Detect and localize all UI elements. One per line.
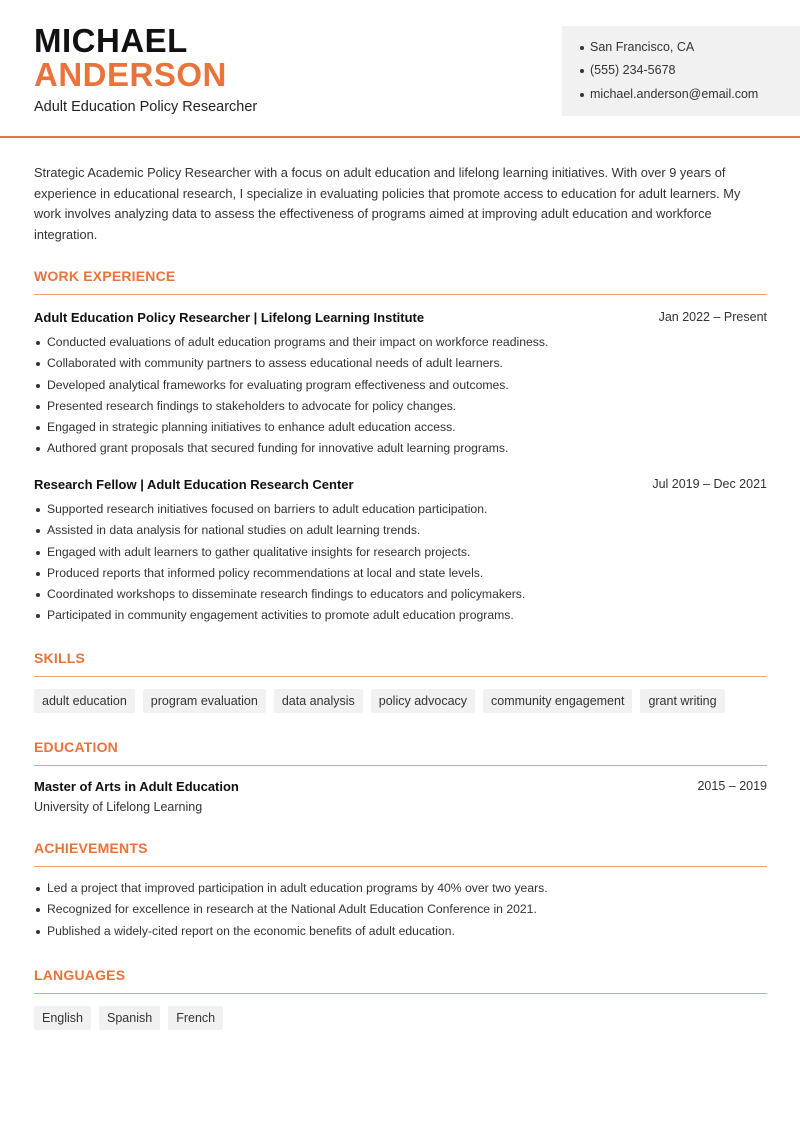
section-divider (34, 765, 767, 766)
bullet-icon (580, 69, 584, 73)
skill-tag: grant writing (640, 689, 724, 713)
list-item: Supported research initiatives focused on barriers to adult education participation. (34, 499, 525, 520)
job-title: Adult Education Policy Researcher (34, 99, 258, 115)
degree-name: Master of Arts in Adult Education (34, 779, 239, 794)
achievement-bullets (34, 878, 548, 942)
job-dates: Jul 2019 – Dec 2021 (652, 477, 767, 491)
list-item: Recognized for excellence in research at the National Adult Education Conference in 2021. (34, 899, 548, 920)
contact-phone (580, 63, 675, 77)
section-title-work: WORK EXPERIENCE (34, 268, 176, 284)
job-heading: Research Fellow | Adult Education Research Center (34, 477, 354, 492)
section-divider (34, 294, 767, 295)
list-item: Participated in community engagement activities to promote adult education programs. (34, 605, 525, 626)
institution-name: University of Lifelong Learning (34, 800, 203, 814)
contact-email (580, 87, 758, 101)
list-item: Engaged with adult learners to gather qualitative insights for research projects. (34, 542, 525, 563)
contact-box (562, 26, 800, 116)
last-name: ANDERSON (34, 56, 227, 93)
email-text: michael.anderson@email.com (590, 87, 759, 101)
language-tag: French (168, 1006, 223, 1030)
job-bullets (34, 332, 548, 460)
resume-header (0, 0, 800, 138)
education-dates: 2015 – 2019 (697, 779, 767, 793)
skill-tag: community engagement (483, 689, 632, 713)
section-title-skills: SKILLS (34, 650, 85, 666)
language-tag: Spanish (99, 1006, 160, 1030)
list-item: Conducted evaluations of adult education programs and their impact on workforce readiness. (34, 332, 548, 353)
list-item: Engaged in strategic planning initiatives to enhance adult education access. (34, 417, 548, 438)
job-bullets (34, 499, 525, 627)
list-item: Published a widely-cited report on the economic benefits of adult education. (34, 921, 548, 942)
language-tags (34, 1006, 223, 1030)
list-item: Collaborated with community partners to assess educational needs of adult learners. (34, 353, 548, 374)
section-divider (34, 676, 767, 677)
first-name: MICHAEL (34, 22, 188, 59)
section-title-education: EDUCATION (34, 739, 118, 755)
bullet-icon (580, 93, 584, 97)
language-tag: English (34, 1006, 91, 1030)
section-divider (34, 993, 767, 994)
job-dates: Jan 2022 – Present (658, 310, 767, 324)
list-item: Coordinated workshops to disseminate research findings to educators and policymakers. (34, 584, 525, 605)
section-divider (34, 866, 767, 867)
list-item: Developed analytical frameworks for evaluating program effectiveness and outcomes. (34, 375, 548, 396)
contact-location (580, 40, 694, 54)
list-item: Authored grant proposals that secured funding for innovative adult learning programs. (34, 438, 548, 459)
skills-tags (34, 689, 725, 713)
phone-text: (555) 234-5678 (590, 63, 676, 77)
job-heading: Adult Education Policy Researcher | Lifelong Learning Institute (34, 310, 425, 325)
list-item: Presented research findings to stakeholders to advocate for policy changes. (34, 396, 548, 417)
skill-tag: adult education (34, 689, 135, 713)
list-item: Led a project that improved participation in adult education programs by 40% over two years. (34, 878, 548, 899)
skill-tag: policy advocacy (371, 689, 475, 713)
summary: Strategic Academic Policy Researcher with a focus on adult education and lifelong learning initiatives. With over 9 years of experience in educational research, I specialize in evaluating policies that promote access to education for adult learners. My work involves analyzing data to assess the effectiveness of programs aimed at improving adult education and workforce integration. (34, 165, 741, 243)
skill-tag: data analysis (274, 689, 363, 713)
list-item: Assisted in data analysis for national studies on adult learning trends. (34, 520, 525, 541)
location-text: San Francisco, CA (590, 40, 695, 54)
section-title-achievements: ACHIEVEMENTS (34, 840, 148, 856)
bullet-icon (580, 46, 584, 50)
skill-tag: program evaluation (143, 689, 266, 713)
list-item: Produced reports that informed policy recommendations at local and state levels. (34, 563, 525, 584)
section-title-languages: LANGUAGES (34, 967, 126, 983)
